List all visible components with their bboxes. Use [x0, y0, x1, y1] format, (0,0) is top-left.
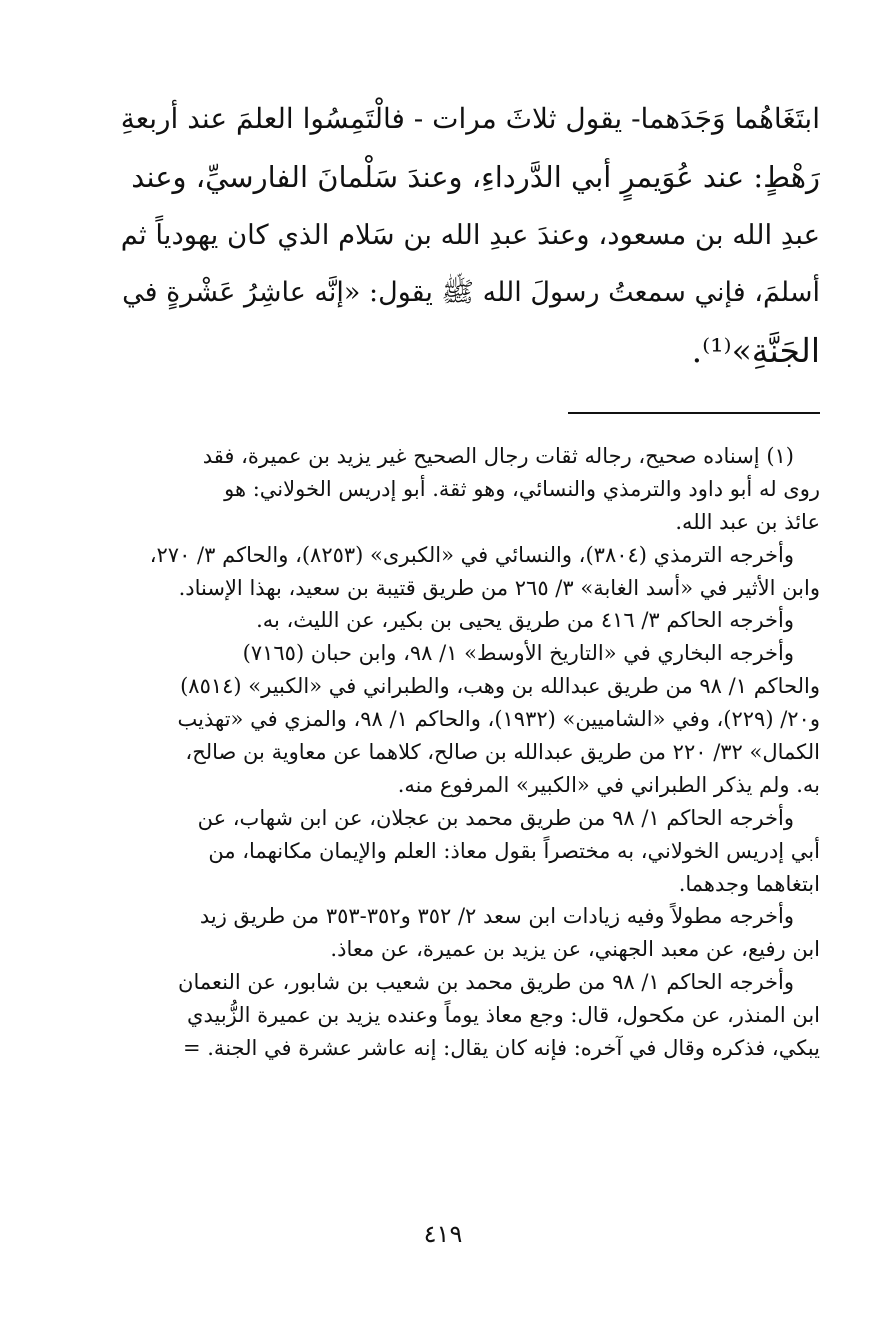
page-number: ٤١٩	[423, 1220, 463, 1248]
footnote-line: أبي إدريس الخولاني، به مختصراً بقول معاذ: العلم والإيمان مكانهما، من	[208, 838, 820, 863]
footnote-line: عائذ بن عبد الله.	[675, 509, 820, 534]
footnote-line: وأخرجه الحاكم ١/ ٩٨ من طريق محمد بن شعيب بن شابور، عن النعمان	[178, 970, 794, 995]
footnote-line: (١) إسناده صحيح، رجاله ثقات رجال الصحيح غير يزيد بن عميرة، فقد	[202, 444, 794, 468]
footnote-line: و٢٠/ (٢٢٩)، وفي «الشاميين» (١٩٣٢)، والحاكم ١/ ٩٨، والمزي في «تهذيب	[177, 707, 820, 732]
footnote-line: ابتغاهما وجدهما.	[678, 871, 820, 896]
footnote-line: وابن الأثير في «أسد الغابة» ٣/ ٢٦٥ من طريق قتيبة بن سعيد، بهذا الإسناد.	[178, 575, 820, 600]
footnote-separator-rule	[568, 412, 820, 414]
footnote-line: وأخرجه الحاكم ١/ ٩٨ من طريق محمد بن عجلان، عن ابن شهاب، عن	[197, 805, 794, 830]
footnote-line: وأخرجه الحاكم ٣/ ٤١٦ من طريق يحيى بن بكير، عن الليث، به.	[256, 608, 794, 633]
main-text-line: الجَنَّةِ»⁽¹⁾.	[691, 331, 820, 370]
footnote-line: وأخرجه البخاري في «التاريخ الأوسط» ١/ ٩٨، وابن حبان (٧١٦٥)	[242, 641, 794, 666]
footnote-line: وأخرجه مطولاً وفيه زيادات ابن سعد ٢/ ٣٥٢ و٣٥٢-٣٥٣ من طريق زيد	[199, 904, 794, 929]
main-text-line: ابتَغَاهُما وَجَدَهما- يقول ثلاثَ مرات - فالْتَمِسُوا العلمَ عند أربعةِ	[120, 102, 820, 135]
main-text-line: رَهْطٍ: عند عُوَيمرٍ أبي الدَّرداءِ، وعندَ سَلْمانَ الفارسيِّ، وعند	[131, 160, 820, 194]
footnote-line: ابن المنذر، عن مكحول، قال: وجع معاذ يوماً وعنده يزيد بن عميرة الزُّبيدي	[187, 1003, 820, 1028]
footnote-line: والحاكم ١/ ٩٨ من طريق عبدالله بن وهب، والطبراني في «الكبير» (٨٥١٤)	[180, 674, 820, 699]
footnote-line: الكمال» ٣٢/ ٢٢٠ من طريق عبدالله بن صالح، كلاهما عن معاوية بن صالح،	[185, 740, 820, 765]
main-text-line: أسلمَ، فإني سمعتُ رسولَ الله ﷺ يقول: «إنَّه عاشِرُ عَشْرةٍ في	[122, 277, 820, 308]
footnote-line: ابن رفيع، عن معبد الجهني، عن يزيد بن عميرة، عن معاذ.	[330, 937, 820, 962]
footnote-line: يبكي، فذكره وقال في آخره: فإنه كان يقال: إنه عاشر عشرة في الجنة. =	[182, 1036, 820, 1061]
footnote-line: وأخرجه الترمذي (٣٨٠٤)، والنسائي في «الكبرى» (٨٢٥٣)، والحاكم ٣/ ٢٧٠،	[149, 542, 794, 567]
main-text-block	[120, 90, 820, 380]
main-text-line: عبدِ الله بن مسعود، وعندَ عبدِ الله بن سَلام الذي كان يهودياً ثم	[120, 219, 820, 251]
footnote-line: روى له أبو داود والترمذي والنسائي، وهو ثقة. أبو إدريس الخولاني: هو	[224, 476, 820, 501]
footnotes-block	[116, 440, 820, 1065]
footnote-line: به. ولم يذكر الطبراني في «الكبير» المرفوع منه.	[397, 772, 820, 797]
